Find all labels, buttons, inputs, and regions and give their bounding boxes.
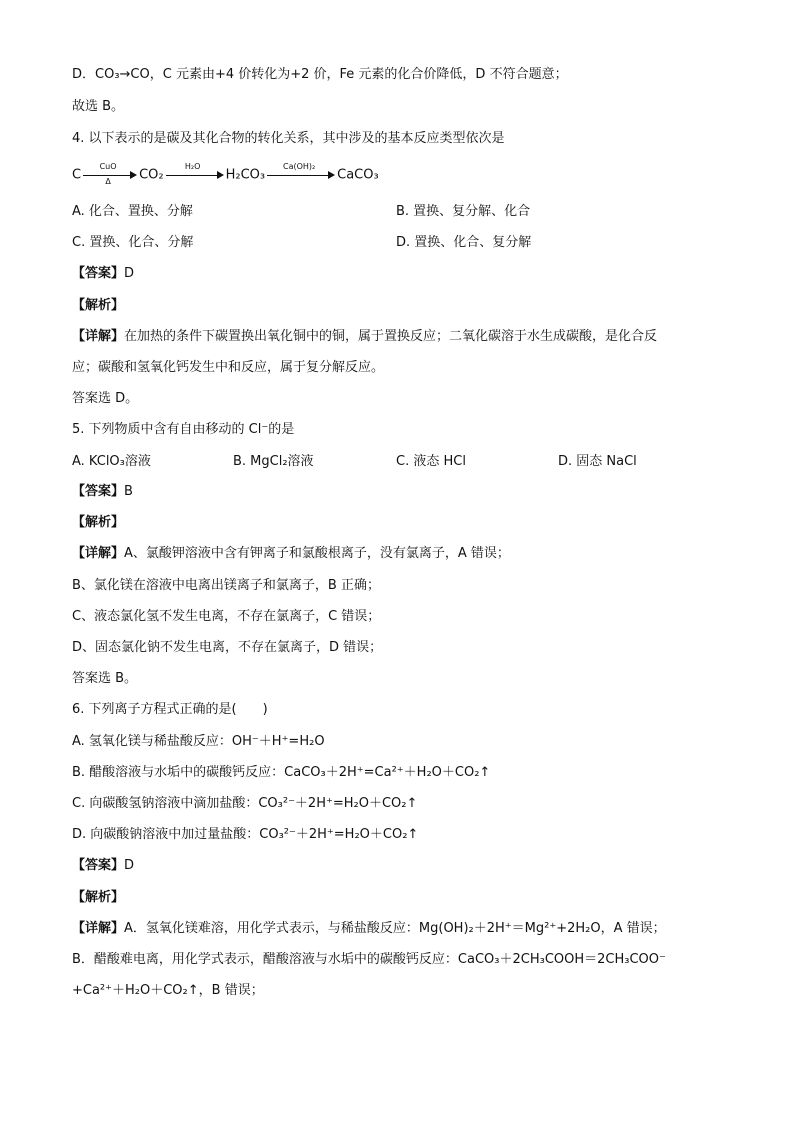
q4-arrow-2 [166,162,224,184]
q4-chain-co2: CO₂ [139,167,164,183]
q4-reaction-chain [72,162,379,186]
q6-option-b: B. 醋酸溶液与水垢中的碳酸钙反应：CaCO₃＋2H⁺=Ca²⁺＋H₂O＋CO₂↑ [72,765,491,780]
q6-answer [72,857,134,875]
q5-answer [72,483,133,501]
q5-option-d: D. 固态 NaCl [558,454,637,469]
q5-detail-line-4: D、固态氯化钠不发生电离，不存在氯离子，D 错误； [72,640,383,655]
q4-option-a: A. 化合、置换、分解 [72,204,193,219]
q4-arrow-1 [83,162,137,186]
q5-detail-line-1 [72,545,510,563]
q5-detail-line-3: C、液态氯化氢不发生电离，不存在氯离子，C 错误； [72,609,381,624]
q4-arrow-1-condition: Δ [105,177,111,186]
prev-answer-final: 故选 B。 [72,99,125,114]
q4-detail-text-1: 在加热的条件下碳置换出氧化铜中的铜，属于置换反应；二氧化碳溶于水生成碳酸，是化合反 [124,329,658,344]
q5-option-c: C. 液态 HCl [396,454,466,469]
q5-answer-tag: 【答案】 [72,484,125,499]
q5-answer-value: B [124,484,133,499]
q4-answer-value: D [124,266,135,281]
q6-option-c: C. 向碳酸氢钠溶液中滴加盐酸：CO₃²⁻＋2H⁺=H₂O＋CO₂↑ [72,796,418,811]
q6-detail-text-1: A．氢氧化镁难溶，用化学式表示，与稀盐酸反应：Mg(OH)₂＋2H⁺＝Mg²⁺+2H₂O，A 错误； [124,921,666,936]
q4-detail-line-1 [72,328,657,346]
q5-analysis-tag: 【解析】 [72,515,125,530]
q6-answer-value: D [124,858,135,873]
q6-option-a: A. 氢氧化镁与稀盐酸反应：OH⁻＋H⁺=H₂O [72,734,325,749]
q5-final-answer: 答案选 B。 [72,671,138,686]
q6-option-d: D. 向碳酸钠溶液中加过量盐酸：CO₃²⁻＋2H⁺=H₂O＋CO₂↑ [72,827,419,842]
prev-answer-line-d: D．CO₃→CO，C 元素由+4 价转化为+2 价，Fe 元素的化合价降低，D 不符合题意； [72,67,568,82]
q4-detail-line-2: 应；碳酸和氢氧化钙发生中和反应，属于复分解反应。 [72,360,385,375]
q5-stem: 5. 下列物质中含有自由移动的 Cl⁻的是 [72,422,295,437]
q5-detail-tag: 【详解】 [72,546,125,561]
q5-detail-line-2: B、氯化镁在溶液中电离出镁离子和氯离子，B 正确； [72,578,380,593]
q6-analysis-tag: 【解析】 [72,890,125,905]
q6-answer-tag: 【答案】 [72,858,125,873]
q4-option-d: D. 置换、化合、复分解 [396,235,532,250]
q4-arrow-3-reagent: Ca(OH)₂ [283,162,316,171]
q5-detail-text-1: A、氯酸钾溶液中含有钾离子和氯酸根离子，没有氯离子，A 错误； [124,546,510,561]
q4-arrow-2-reagent: H₂O [184,162,201,171]
q6-detail-line-2: B．醋酸难电离，用化学式表示，醋酸溶液与水垢中的碳酸钙反应：CaCO₃＋2CH₃COOH＝2CH₃COO⁻ [72,952,666,967]
q6-stem: 6. 下列离子方程式正确的是( ) [72,702,268,717]
q4-answer [72,265,134,283]
q4-chain-h2co3: H₂CO₃ [225,167,266,183]
q4-answer-tag: 【答案】 [72,266,125,281]
q6-detail-line-3: +Ca²⁺＋H₂O＋CO₂↑，B 错误； [72,983,264,998]
q4-option-c: C. 置换、化合、分解 [72,235,194,250]
q6-detail-tag: 【详解】 [72,921,125,936]
q4-final-answer: 答案选 D。 [72,391,139,406]
q5-option-a: A. KClO₃溶液 [72,454,151,469]
q6-detail-line-1 [72,920,666,938]
q4-detail-tag: 【详解】 [72,329,125,344]
q4-stem: 4. 以下表示的是碳及其化合物的转化关系，其中涉及的基本反应类型依次是 [72,131,505,146]
q4-option-b: B. 置换、复分解、化合 [396,204,531,219]
q4-chain-caco3: CaCO₃ [337,167,379,183]
q4-arrow-1-reagent: CuO [99,162,117,171]
q4-analysis-tag: 【解析】 [72,298,125,313]
q4-chain-c: C [72,167,82,183]
q5-option-b: B. MgCl₂溶液 [233,454,314,469]
q4-arrow-3 [267,162,335,184]
